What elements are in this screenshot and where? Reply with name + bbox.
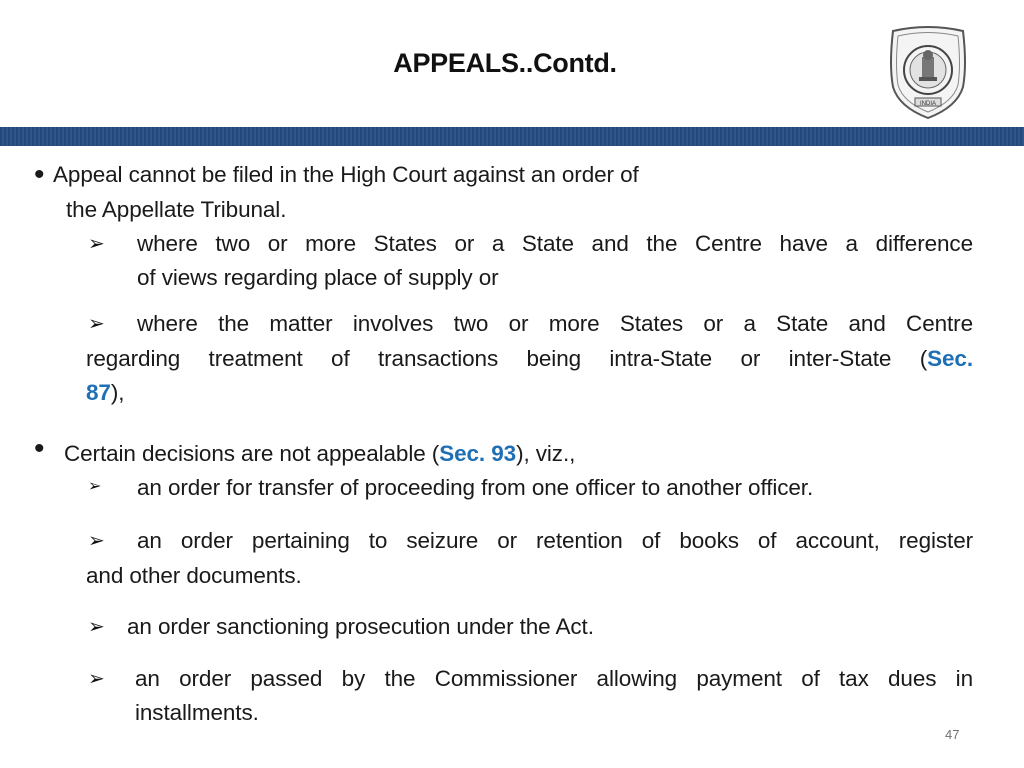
sub-bullet-text-continued: installments.	[135, 700, 259, 725]
sub-bullet-text: an order for transfer of proceeding from one officer to another officer.	[137, 475, 814, 500]
arrow-bullet-icon: ➢	[88, 233, 105, 255]
bullet-dot: •	[34, 158, 45, 191]
sub-bullet-text: an order sanctioning prosecution under the Act.	[127, 614, 594, 639]
emblem-logo	[887, 25, 969, 121]
bullet-text-continued: the Appellate Tribunal.	[66, 197, 287, 222]
sub-bullet-text-continued: regarding treatment of transactions being intra-State or inter-State (Sec.	[86, 346, 973, 371]
bullet-text: Certain decisions are not appealable (Sec. 93), viz.,	[64, 441, 576, 466]
sub-bullet-text: where the matter involves two or more States or a State and Centre	[137, 311, 973, 336]
sub-bullet-text: an order pertaining to seizure or retention of books of account, register	[137, 528, 973, 553]
slide-title: APPEALS..Contd.	[393, 48, 617, 78]
page-number: 47	[945, 727, 960, 742]
sub-bullet-text-continued: 87),	[86, 380, 125, 405]
section-reference: Sec. 93	[439, 441, 517, 466]
bullet-text: Appeal cannot be filed in the High Court against an order of	[53, 162, 639, 187]
svg-text:INDIA: INDIA	[919, 101, 937, 107]
sub-bullet-text: an order passed by the Commissioner allowing payment of tax dues in	[135, 666, 973, 691]
header-divider-band	[0, 127, 1024, 146]
bullet-dot: •	[34, 432, 45, 465]
section-reference: Sec.	[927, 346, 973, 371]
arrow-bullet-icon: ➢	[88, 616, 105, 638]
arrow-bullet-icon: ➢	[88, 478, 102, 495]
arrow-bullet-icon: ➢	[88, 530, 105, 552]
arrow-bullet-icon: ➢	[88, 668, 105, 690]
sub-bullet-text-continued: of views regarding place of supply or	[137, 265, 499, 290]
arrow-bullet-icon: ➢	[88, 313, 105, 335]
sub-bullet-text-continued: and other documents.	[86, 563, 302, 588]
section-reference: 87	[86, 380, 111, 405]
sub-bullet-text: where two or more States or a State and the Centre have a difference	[137, 231, 973, 256]
